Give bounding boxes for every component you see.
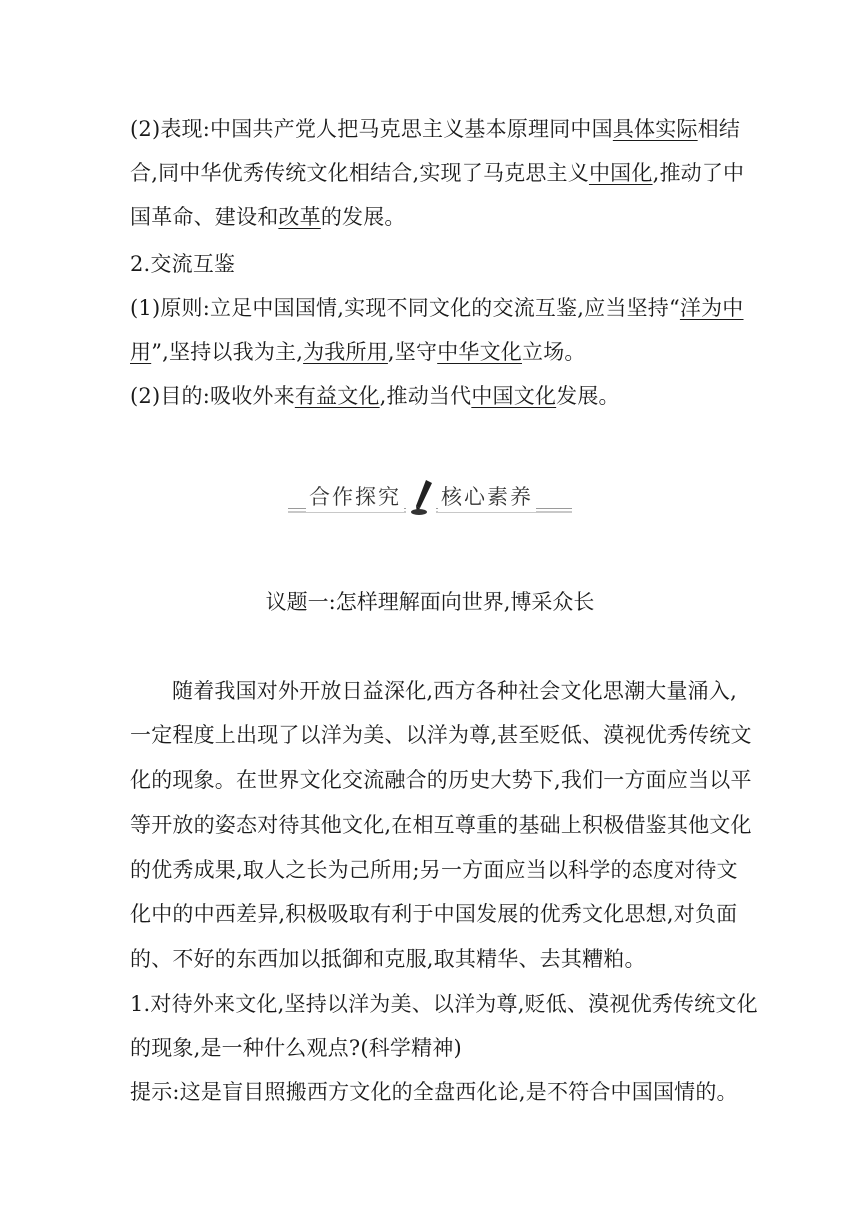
section-heading: 2.交流互鉴 (130, 252, 236, 276)
paragraph-line: 化中的中西差异,积极吸取有利于中国发展的优秀文化思想,对负面 (130, 902, 738, 926)
text-line: 国革命、建设和改革的发展。 (130, 205, 406, 229)
text-line: 用”,坚持以我为主,为我所用,坚守中华文化立场。 (130, 340, 586, 364)
paragraph-line: 等开放的姿态对待其他文化,在相互尊重的基础上积极借鉴其他文化 (130, 813, 752, 837)
fill-answer: 具体实际 (612, 117, 698, 141)
question-line: 的现象,是一种什么观点?(科学精神) (130, 1036, 462, 1060)
text-line: 合,同中华优秀传统文化相结合,实现了马克思主义中国化,推动了中 (130, 161, 745, 185)
topic-title: 议题一:怎样理解面向世界,博采众长 (265, 590, 595, 614)
hint-line: 提示:这是盲目照搬西方文化的全盘西化论,是不符合中国国情的。 (130, 1080, 738, 1104)
paragraph-line: 化的现象。在世界文化交流融合的历史大势下,我们一方面应当以平 (130, 768, 752, 792)
section-banner (288, 478, 572, 520)
fill-answer: 洋为中 (679, 296, 744, 320)
question-line: 1.对待外来文化,坚持以洋为美、以洋为尊,贬低、漠视优秀传统文化 (130, 992, 758, 1016)
fill-answer: 有益文化 (294, 384, 380, 408)
banner-right-text: 核心素养 (438, 482, 536, 512)
paragraph-line: 的优秀成果,取人之长为己所用;另一方面应当以科学的态度对待文 (130, 858, 738, 882)
text-line: (2)表现:中国共产党人把马克思主义基本原理同中国具体实际相结 (130, 117, 741, 141)
fill-answer: 改革 (278, 205, 321, 229)
paragraph-line: 一定程度上出现了以洋为美、以洋为尊,甚至贬低、漠视优秀传统文 (130, 723, 752, 747)
paragraph-line: 的、不好的东西加以抵御和克服,取其精华、去其糟粕。 (130, 947, 646, 971)
text-line: (2)目的:吸收外来有益文化,推动当代中国文化发展。 (130, 384, 620, 408)
text-line: (1)原则:立足中国国情,实现不同文化的交流互鉴,应当坚持“洋为中 (130, 296, 744, 320)
pen-nib-icon (406, 478, 436, 516)
paragraph-line: 随着我国对外开放日益深化,西方各种社会文化思潮大量涌入, (172, 679, 737, 703)
fill-answer: 中华文化 (437, 340, 522, 364)
fill-answer: 中国文化 (471, 384, 557, 408)
fill-answer: 为我所用 (303, 340, 388, 364)
fill-answer: 用 (130, 340, 152, 364)
banner-left-text: 合作探究 (306, 482, 404, 512)
fill-answer: 中国化 (588, 161, 653, 185)
